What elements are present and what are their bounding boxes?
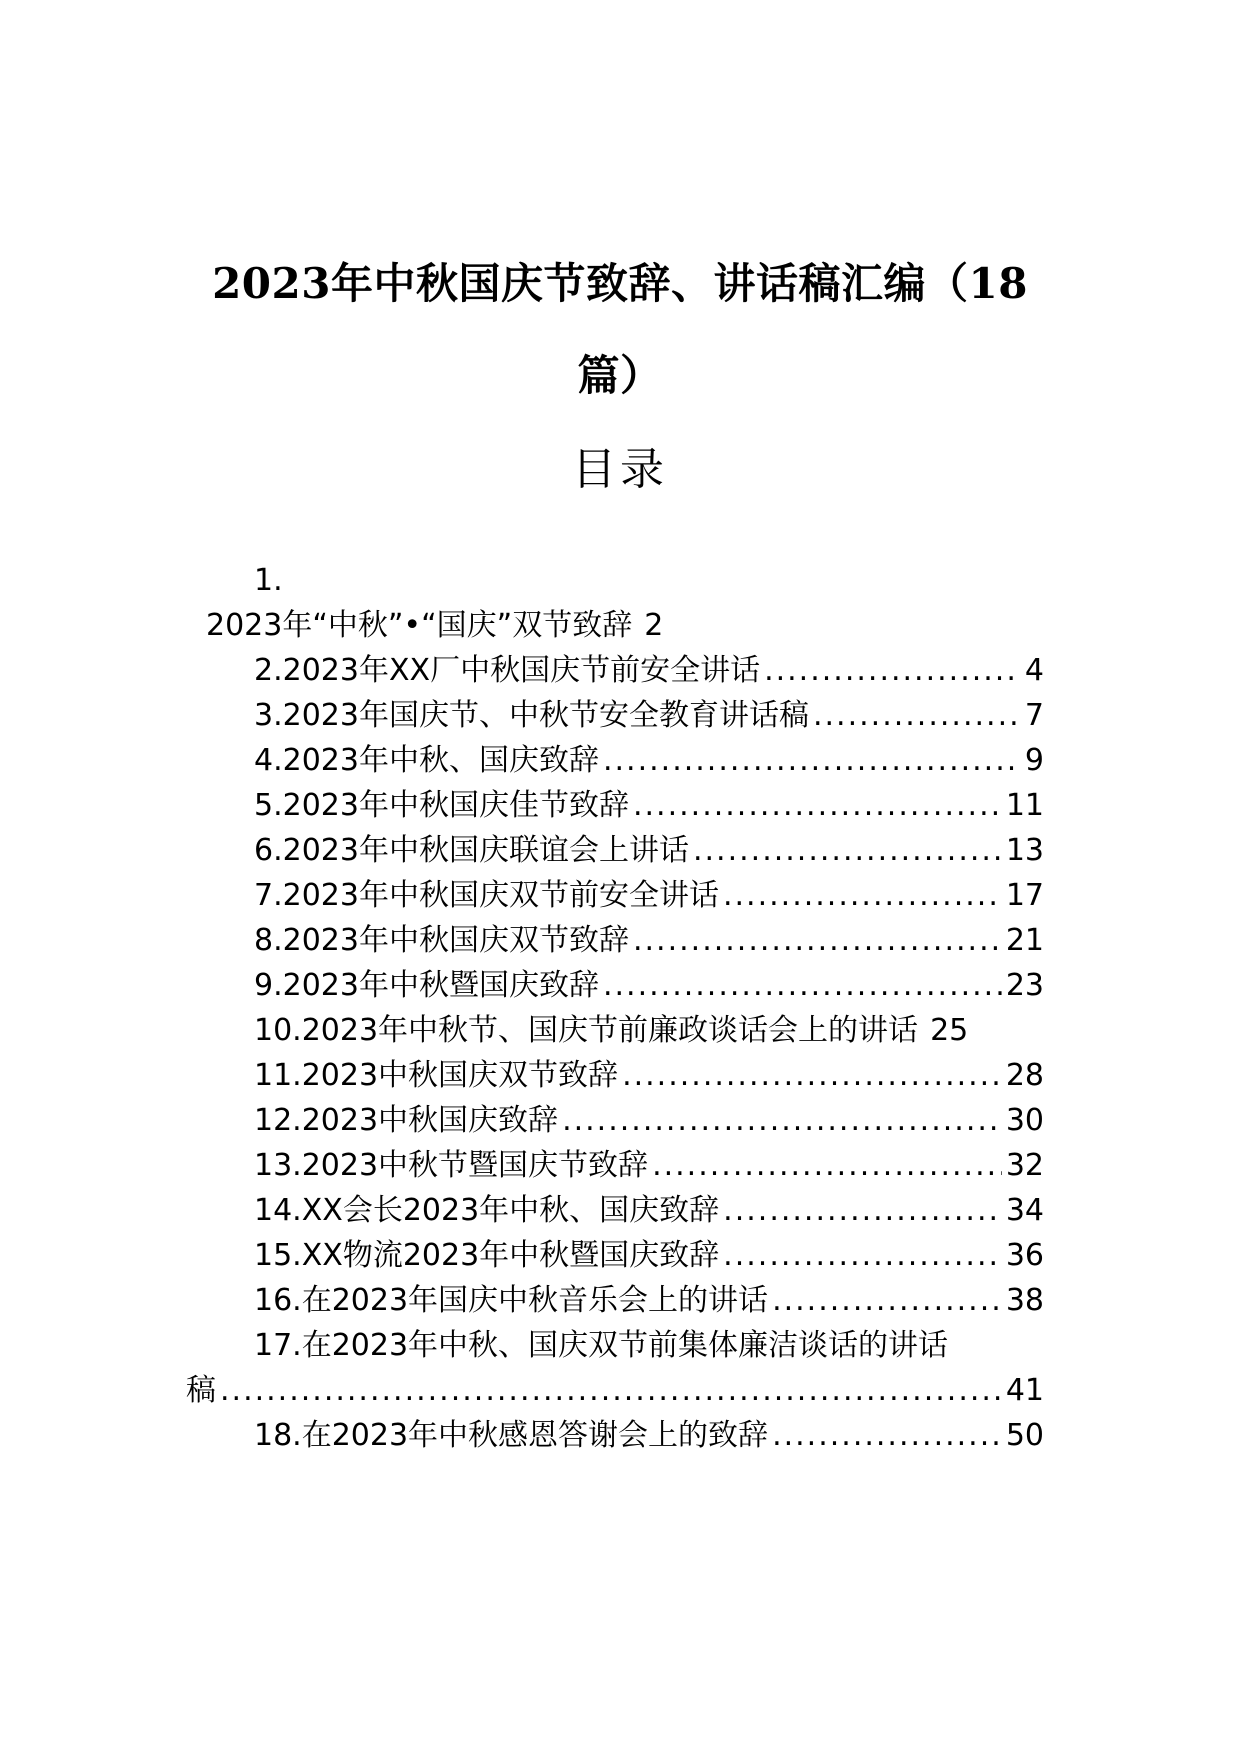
toc-item-label: 3.2023年国庆节、中秋节安全教育讲话稿	[254, 698, 809, 733]
toc-item[interactable]	[254, 693, 1044, 738]
toc-item-page: 9	[1024, 743, 1044, 778]
toc-item-label: 12.2023中秋国庆致辞	[254, 1103, 559, 1138]
dot-leader	[603, 738, 1021, 783]
toc-item-label: 11.2023中秋国庆双节致辞	[254, 1058, 619, 1093]
dot-leader	[622, 1053, 1002, 1098]
toc-item-page: 28	[1005, 1058, 1044, 1093]
toc-item[interactable]	[254, 1278, 1044, 1323]
toc-item[interactable]	[254, 1143, 1044, 1188]
toc-item-18[interactable]	[254, 1413, 1044, 1458]
toc-item-label: 4.2023年中秋、国庆致辞	[254, 743, 599, 778]
toc-item-17-line-2[interactable]	[186, 1368, 1044, 1413]
toc-item-17-line-1[interactable]	[254, 1323, 948, 1368]
toc-item[interactable]	[254, 783, 1044, 828]
dot-leader	[652, 1143, 1002, 1188]
toc-item[interactable]	[254, 1053, 1044, 1098]
toc-item-page: 21	[1005, 923, 1044, 958]
toc-item-label: 15.XX物流2023年中秋暨国庆致辞	[254, 1238, 720, 1273]
toc-item-label: 6.2023年中秋国庆联谊会上讲话	[254, 833, 689, 868]
toc-item[interactable]	[254, 738, 1044, 783]
toc-item-label: 16.在2023年国庆中秋音乐会上的讲话	[254, 1283, 769, 1318]
toc-item[interactable]	[254, 963, 1044, 1008]
dot-leader	[633, 783, 1002, 828]
toc-item-page: 7	[1024, 698, 1044, 733]
toc-item-18-page: 50	[1005, 1418, 1044, 1453]
dot-leader	[220, 1368, 1002, 1413]
dot-leader	[603, 963, 1002, 1008]
toc-item-page: 17	[1005, 878, 1044, 913]
toc-item-page: 34	[1005, 1193, 1044, 1228]
toc-item-page: 11	[1005, 788, 1044, 823]
dot-leader	[562, 1098, 1002, 1143]
toc-heading: 目录	[572, 444, 668, 495]
dot-leader	[764, 648, 1021, 693]
dot-leader	[723, 1188, 1002, 1233]
toc-item[interactable]	[254, 1188, 1044, 1233]
title-line-2: 篇）	[577, 351, 663, 401]
title-line-1: 2023年中秋国庆节致辞、讲话稿汇编（18	[212, 259, 1028, 309]
toc-item-label: 13.2023中秋节暨国庆节致辞	[254, 1148, 649, 1183]
document-title	[190, 238, 1050, 422]
toc-item[interactable]	[254, 873, 1044, 918]
toc-item-page: 38	[1005, 1283, 1044, 1318]
toc-item-page: 23	[1005, 968, 1044, 1003]
toc-item-label: 9.2023年中秋暨国庆致辞	[254, 968, 599, 1003]
toc-item-label: 10.2023年中秋节、国庆节前廉政谈话会上的讲话	[254, 1013, 919, 1048]
toc-item-label: 7.2023年中秋国庆双节前安全讲话	[254, 878, 719, 913]
toc-item-page: 36	[1005, 1238, 1044, 1273]
toc-item[interactable]	[254, 1233, 1044, 1278]
toc-item[interactable]	[254, 1008, 1044, 1053]
toc-item-18-label: 18.在2023年中秋感恩答谢会上的致辞	[254, 1418, 769, 1453]
toc-item-label: 5.2023年中秋国庆佳节致辞	[254, 788, 629, 823]
toc-item-1-page: 2	[644, 608, 664, 643]
toc-item-label: 2.2023年XX厂中秋国庆节前安全讲话	[254, 653, 761, 688]
dot-leader	[813, 693, 1021, 738]
toc-item[interactable]	[254, 918, 1044, 963]
toc-item-17-page: 41	[1005, 1373, 1044, 1408]
toc-item-page: 13	[1005, 833, 1044, 868]
dot-leader	[723, 873, 1002, 918]
dot-leader	[633, 918, 1002, 963]
toc-item-page: 32	[1005, 1148, 1044, 1183]
toc-item[interactable]	[254, 828, 1044, 873]
toc-item-1-title: 2023年“中秋”•“国庆”双节致辞	[206, 608, 633, 643]
toc-item-17-title-cont: 稿	[186, 1373, 216, 1408]
toc-item[interactable]	[254, 648, 1044, 693]
toc-item-1-title-line[interactable]	[206, 603, 663, 648]
toc-item-1-number: 1.	[254, 563, 283, 598]
dot-leader	[693, 828, 1002, 873]
toc-item-page: 30	[1005, 1103, 1044, 1138]
dot-leader	[723, 1233, 1002, 1278]
toc-item-page: 4	[1024, 653, 1044, 688]
toc-item-17-title: 17.在2023年中秋、国庆双节前集体廉洁谈话的讲话	[254, 1328, 949, 1363]
toc-item-page: 25	[930, 1013, 969, 1048]
dot-leader	[772, 1278, 1002, 1323]
toc-item-1-number-line[interactable]	[254, 558, 283, 603]
toc-item[interactable]	[254, 1098, 1044, 1143]
toc-item-label: 14.XX会长2023年中秋、国庆致辞	[254, 1193, 720, 1228]
dot-leader	[772, 1413, 1002, 1458]
toc-item-label: 8.2023年中秋国庆双节致辞	[254, 923, 629, 958]
